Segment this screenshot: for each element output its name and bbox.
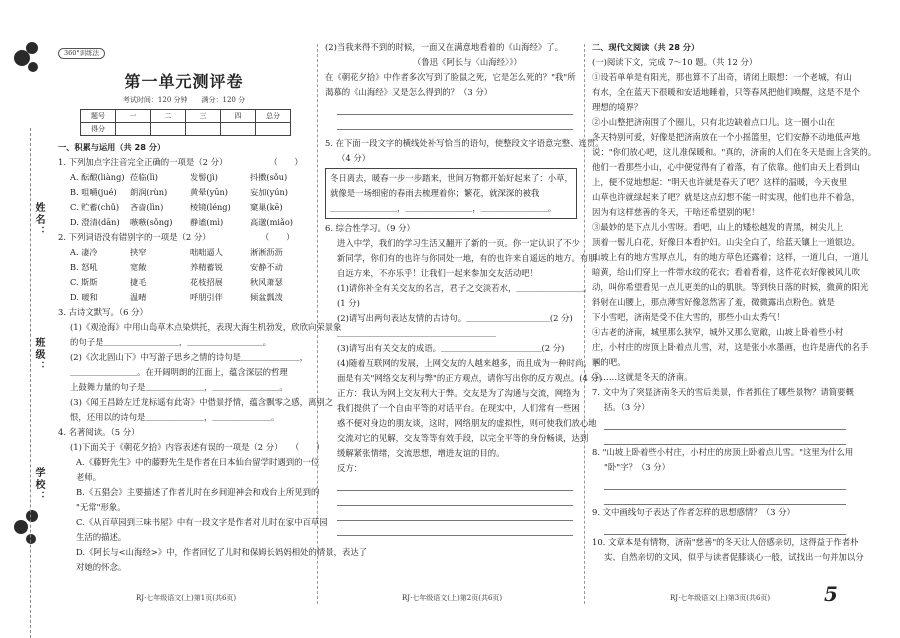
text-line: 的句子是＿＿＿＿＿＿＿＿＿，＿＿＿＿＿＿＿＿＿。 [70,337,271,347]
question-4-continued [325,40,577,100]
passage-line: 冬天特别可爱，好像是把济南放在一个小摇篮里，它们安静不动地低声地 [592,132,860,142]
text-line: 老师。 [76,472,102,482]
text-line: (1)请你补全有关交友的名言，君子之交淡若水，＿＿＿＿＿＿＿＿。 [337,283,592,293]
text-line: (1 分) [337,298,360,308]
page-footer: RJ·七年级语文(上)第3页(共6页) [670,594,771,602]
text-line: 对她的怀念。 [76,562,127,572]
text-line: (3)《闻王昌龄左迁龙标遥有此寄》中借景抒情，蕴含飘零之感，离别之 [70,397,334,407]
option-cell: D. 澄清(dān) [70,217,120,227]
reading-instructions: (一)阅读下文，完成 7～10 题。（共 12 分） [592,57,758,67]
text-line: 渴慕的《山海经》又是怎么得到的？（3 分） [325,87,493,97]
punch-hole-icon [26,42,38,54]
punch-hole-icon [28,62,38,72]
option-row[interactable] [70,185,310,200]
question-5-score: （4 分） [337,153,371,163]
question-9: 9. 文中画线句子表达了作者怎样的思想感情？（3 分） [592,507,795,517]
question-5-passage [325,168,577,219]
answer-line[interactable] [337,491,573,506]
punch-hole-icon [14,520,28,534]
text-line: 正方：我认为网上交友利大于弊。交友是为了沟通与交流，网络为 [337,388,580,398]
score-header: 三 [186,110,221,123]
passage-line: ④古老的济南，城里那么狭窄，城外又那么宽敞，山坡上卧着些小村 [592,327,844,337]
text-line: D.《阿长与<山海经>》中，作者回忆了儿时和保姆长妈妈相处的情景，表达了 [76,547,368,557]
option-cell: 宽敞 [130,262,147,272]
text-line: 惑不便对身边的朋友谈，这时，网络朋友的虚拟性，则可使我们放心地 [337,418,597,428]
text-line: C.《从百草园到三味书屋》中有一段文字是作者对儿时在家中百草园 [76,517,328,527]
page-2 [325,40,604,614]
class-label: 班级： [33,337,44,373]
text-line: 交流对它的见解，交友等等有效手段，以完全平等的身份畅谈，达到 [337,433,589,443]
option-cell: 抖擞(sǒu) [250,172,288,182]
answer-line[interactable] [604,490,846,505]
passage-line: 画的吧。 [592,357,626,367]
option-cell: 呼朋引伴 [190,292,223,302]
text-line: 面是有关"网络交友利与弊"的正方观点，请你写出你的反方观点。(4 分) [337,373,603,383]
option-cell: 窠巢(kē) [250,202,283,212]
section-heading: 一、积累与运用（共 28 分） [58,142,166,152]
question-4: 4. 名著阅读。（5 分） [58,427,140,437]
option-cell: A. 酝酿(liàng) [70,172,125,182]
punch-hole-icon [26,534,36,544]
passage-line: 斜射在山腰上，那点薄雪好像忽然害了羞，微微露出点粉色。就是 [592,297,835,307]
passage-line: 庄，小村庄的房顶上卧着点儿雪，对，这是张小水墨画，也许是唐代的名手 [592,342,869,352]
option-cell: A. 凄冷 [70,247,98,257]
text-line: (2)请写出两句表达友情的古诗句。＿＿＿＿＿＿＿＿＿＿(2 分) [337,313,573,323]
score-header: 四 [221,110,256,123]
passage-line: 上，便不觉地想起："明天也许就是春天了吧？这样的温暖，今天夜里 [592,177,848,187]
answer-label: 反方： [337,463,363,473]
page-footer: RJ·七年级语文(上)第1页(共6页) [136,594,237,602]
brand-badge: 360°训练法 [58,48,105,59]
passage-line: 动，叫你希望看见一点儿更美的山的肌肤。等到快日落的时候，微黄的阳光 [592,282,869,292]
answer-line[interactable] [337,476,573,491]
text-line: (1)《观沧海》中用山岛草木点染烘托，表现大海生机勃发，欣欣向荣景象 [70,322,342,332]
score-cell[interactable] [256,123,291,136]
text-line: A.《藤野先生》中的藤野先生是作者在日本仙台留学时遇到的一位 [76,457,320,467]
answer-line[interactable] [604,520,846,535]
option-cell: 淅淅沥沥 [250,247,283,257]
question-8: 8. "山坡上卧着些小村庄，小村庄的房顶上卧着点儿雪。"这里为什么用 [592,447,854,457]
question-3: 3. 古诗文默写。（6 分） [58,307,148,317]
reading-passage [592,70,877,385]
score-cell[interactable] [151,123,186,136]
score-header: 题号 [81,110,116,123]
option-cell: 静谧(mì) [190,217,224,227]
passage-line: 山坡上有的地方雪厚点儿，有的地方草色还露着；这样，一道儿白，一道儿 [592,252,869,262]
passage-line: 他们一看那些小山，心中便觉得有了着落，有了依靠。他们由天上看到山 [592,162,860,172]
text-line: (4)随着互联网的发展，上网交友的人越来越多，而且成为一种时尚。下 [337,358,601,368]
option-row[interactable] [70,290,310,305]
question-2: 2. 下列词语没有错别字的一项是（2 分） （ ） [58,232,295,242]
school-label: 学校： [33,467,44,503]
score-header: 二 [151,110,186,123]
answer-line[interactable] [604,430,846,445]
answer-line[interactable] [604,475,846,490]
text-line: 冬日离去，暖春一步一步踏来，世间万物都开始好起来了：小草， [330,173,573,183]
score-header: 一 [116,110,151,123]
option-cell: B. 咀嚼(jué) [70,187,117,197]
option-cell: 妄加(yún) [250,187,288,197]
option-cell: 捷毛 [130,277,147,287]
score-cell[interactable] [186,123,221,136]
passage-line: ①设若单单是有阳光，那也算不了出奇，请闭上眼想：一个老城，有山 [592,72,852,82]
option-row[interactable] [70,260,310,275]
page-divider [584,44,585,604]
passage-line: ⑤……这就是冬天的济南。 [592,372,693,382]
option-cell: 养精蓄锐 [190,262,223,272]
option-cell: 挟窄 [130,247,147,257]
passage-line: 理想的境界？ [592,102,643,112]
question-10-cont: 实、自然亲切的文风，似乎与读者促膝谈心一般，试找出一句并加以分 [604,552,864,562]
section-heading: 二、现代文阅读（共 28 分） [592,42,700,52]
page-3 [592,40,877,614]
text-line: ＿＿＿＿＿＿＿＿，＿＿＿＿＿＿＿＿，＿＿＿＿＿＿＿＿。 [330,203,557,213]
text-line: 我们提供了一个自由平等的对话平台。在现实中，人们常有一些困 [337,403,580,413]
option-row[interactable] [70,215,310,230]
option-cell: 发髻(jì) [190,172,218,182]
passage-line: ②小山整把济南围了个圈儿，只有北边缺着点口儿。这一圈小山在 [592,117,835,127]
option-cell: 安静不动 [250,262,283,272]
question-5: 5. 在下面一段文字的横线处补写恰当的语句，使整段文字语意完整、连贯。 [325,138,604,148]
option-cell: 棱镜(léng) [190,202,231,212]
text-line: 在《朝花夕拾》中作者多次写到了脸鼠之死，它是怎么死的？"我"所 [325,72,576,82]
option-cell: 黄晕(yūn) [190,187,228,197]
question-8-score: "卧"字？（3 分） [604,462,670,472]
option-cell: 花枝招展 [190,277,223,287]
option-cell: 咄咄逼人 [190,247,223,257]
question-1: 1. 下列加点字注音完全正确的一项是（2 分） （ ） [58,157,303,167]
option-cell: C. 斯斯 [70,277,98,287]
text-line: 恨，还用以的诗句是＿＿＿＿＿＿＿，＿＿＿＿＿＿＿。 [70,412,280,422]
text-line: ＿＿＿＿＿＿＿＿＿＿＿＿＿＿＿＿＿＿＿ [337,328,497,338]
passage-line: 有水，全在蓝天下很暖和安适地睡着，只等春风把他们唤醒，这是不是个 [592,87,860,97]
question-4-sub: (1)下面关于《朝花夕拾》内容表述有误的一项是（2 分） （ ） [70,442,325,452]
question-7: 7. 文中为了突显济南冬天的雪后美景，作者抓住了哪些景物？请简要概 [592,387,854,397]
answer-line[interactable] [604,415,846,430]
question-7-score: 括。（3 分） [604,402,650,412]
passage-line: 山草也许就绿起来了吧？就是这点幻想不能一时实现，他们也并不着急， [592,192,860,202]
option-cell: 嗾嗾(sǒng) [130,217,173,227]
answer-line[interactable] [337,506,573,521]
question-10: 10. 文章本是有情物，济南"慈善"的冬天让人倍感亲切，这得益于作者朴 [592,537,859,547]
question-6: 6. 综合性学习。（9 分） [325,223,415,233]
question-3-lines [58,320,342,425]
option-cell: 秋风萧瑟 [250,277,283,287]
option-cell: 吝啬(lìn) [130,202,164,212]
passage-line: 因为有这样慈善的冬天，干啥还希望别的呢！ [592,207,760,217]
text-line: （鲁迅《阿长与〈山海经〉》） [325,57,522,67]
text-line: 就像是一场细密的春雨去梳理着你；繁花，就深深的被我 [330,188,540,198]
page-footer: RJ·七年级语文(上)第2页(共6页) [402,594,503,602]
passage-line: 顶着一髻儿白花，好像日本看护妇。山尖全白了，给蓝天镶上一道银边。 [592,237,860,247]
answer-line[interactable] [337,115,573,130]
option-cell: C. 贮蓄(chǔ) [70,202,120,212]
option-cell: 高邈(miǎo) [250,217,293,227]
score-cell[interactable] [116,123,151,136]
passage-line: ③最妙的是下点儿小雪呀。看吧，山上的矮松越发的青黑，树尖儿上 [592,222,844,232]
option-row[interactable] [70,275,310,290]
text-line: (2)当我来得不到的时候，一面又在满意地看着的《山海经》了。 [325,42,563,52]
text-line: (3)请写出有关交友的成语。＿＿＿＿＿＿＿＿＿＿＿＿(2 分) [337,343,565,353]
option-row[interactable] [70,200,310,215]
binding-strip [0,40,52,620]
score-cell: 得分 [81,123,116,136]
score-header: 总分 [256,110,291,123]
option-row[interactable] [70,170,310,185]
text-line: 自远方来，不亦乐乎！让我们一起来参加交友活动吧！ [337,268,538,278]
page-title: 第一单元测评卷 [124,72,244,91]
score-cell[interactable] [221,123,256,136]
option-cell: D. 暖和 [70,292,98,302]
option-cell: 莅临(lì) [130,172,159,182]
text-line: 缓解紧张情绪，交流思想，增进友谊的目的。 [337,448,505,458]
option-cell: 倾盆瓢泼 [250,292,283,302]
text-line: "无常"形象。 [76,502,126,512]
answer-line[interactable] [337,100,573,115]
text-line: B.《五猖会》主要描述了作者儿时在乡间迎神会和戏台上所见到的 [76,487,320,497]
option-cell: B. 怒吼 [70,262,98,272]
option-cell: 朗润(rùn) [130,187,168,197]
exam-info: 考试时间：120 分钟 满分：120 分 [122,96,246,104]
page-number: 5 [824,582,838,606]
text-line: 进入中学，我们的学习生活又翻开了新的一页。你一定认识了不少 [337,238,580,248]
option-row[interactable] [70,245,310,260]
question-6-lines [325,236,603,461]
option-cell: 温晴 [130,292,147,302]
score-table [80,109,291,136]
text-line: 生活的描述。 [76,532,127,542]
passage-line: 说："你们放心吧，这儿准保暖和。"真的，济南的人们在冬天是面上含笑的。 [592,147,877,157]
answer-line[interactable] [337,521,573,536]
passage-line: 暗黄，给山们穿上一件带水纹的花衣；看着看着，这件花衣好像被风儿吹 [592,267,860,277]
question-1-options [58,170,310,230]
text-line: 新同学，你们有的也许与你同处一地，有的也许来自遥远的地方。有朋 [337,253,597,263]
question-2-options [58,245,310,305]
text-line: ＿＿＿＿＿＿＿＿。在开阔明朗的江面上，蕴含深层的哲理 [70,367,288,377]
text-line: (2)《次北固山下》中写游子思乡之情的诗句是＿＿＿＿＿＿＿， [70,352,308,362]
name-label: 姓名： [33,202,44,238]
passage-line: 下小雪吧，济南是受不住大雪的，那些小山太秀气！ [592,312,785,322]
text-line: 上鼓舞力量的句子是＿＿＿＿＿＿＿，＿＿＿＿＿＿＿＿。 [70,382,288,392]
punch-hole-icon [26,510,38,522]
